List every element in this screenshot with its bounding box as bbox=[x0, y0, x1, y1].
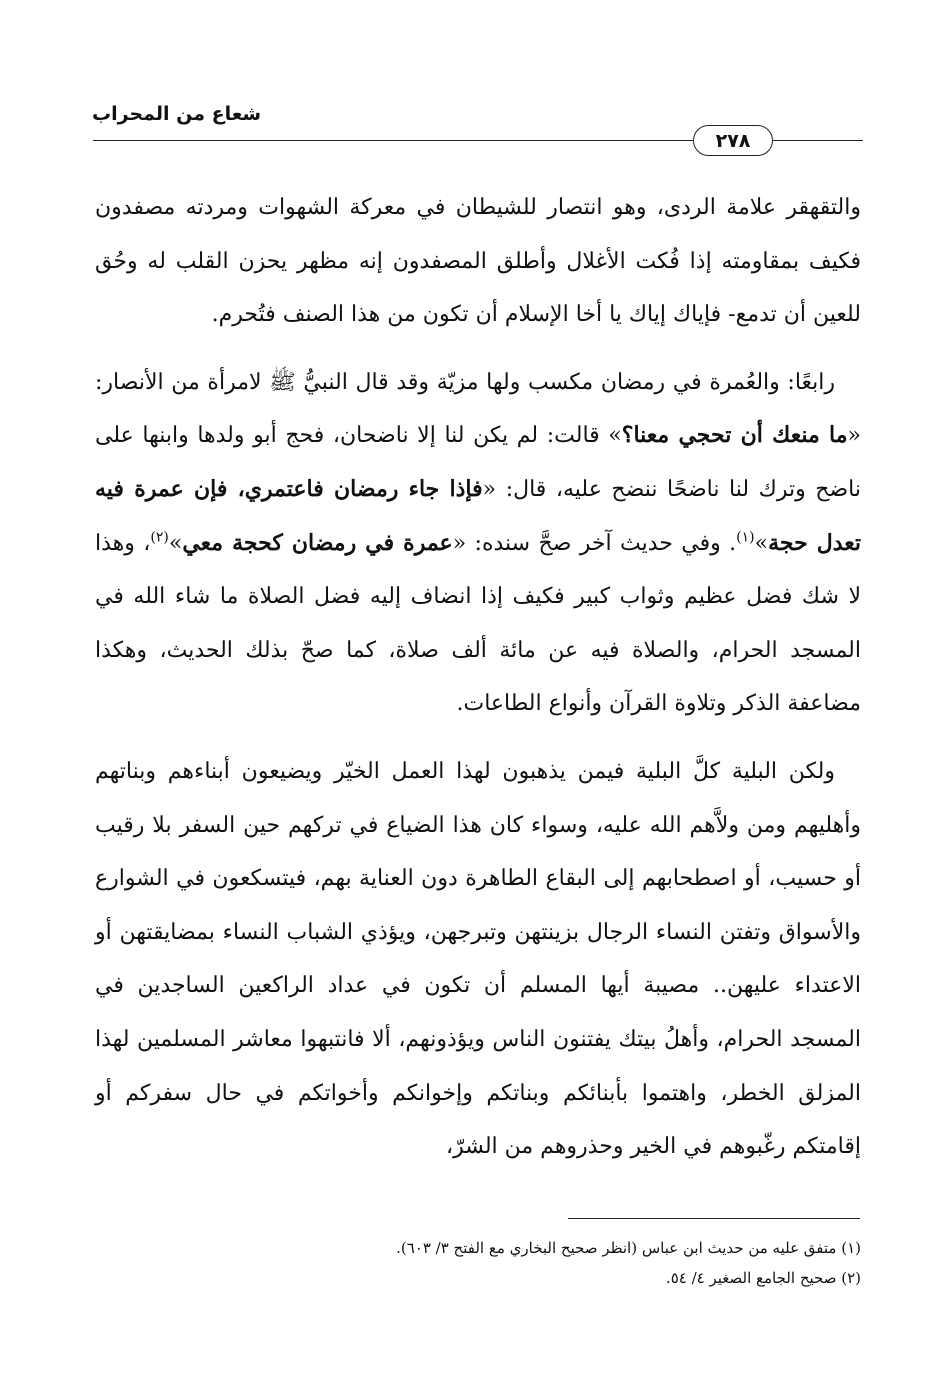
hadith-quote: فإذا جاء رمضان فاعتمري، فإن عمرة فيه تعدل حجة bbox=[95, 475, 861, 556]
text-run: » قالت: لم يكن لنا إلا ناضحان، فحج أبو ولدها وابنها على ناضح وترك لنا ناضحًا ننضح عليه، قال: « bbox=[95, 423, 861, 502]
body-text bbox=[95, 181, 861, 1174]
hadith-quote: ما منعك أن تحجي معنا؟ bbox=[621, 422, 848, 449]
text-run: رابعًا: والعُمرة في رمضان مكسب ولها مزيّة وقد قال النبيُّ ﷺ لامرأة من الأنصار: « bbox=[95, 369, 861, 449]
text-run: » bbox=[754, 530, 769, 556]
footnote-rule bbox=[568, 1218, 860, 1219]
text-run: » bbox=[168, 530, 183, 556]
footnote-1: (١) متفق عليه من حديث ابن عباس (انظر صحيح البخاري مع الفتح ٣/ ٦٠٣). bbox=[396, 1239, 861, 1257]
footnote-2: (٢) صحيح الجامع الصغير ٤/ ٥٤. bbox=[665, 1269, 861, 1287]
running-title: شعاع من المحراب bbox=[92, 103, 262, 125]
hadith-quote: عمرة في رمضان كحجة معي bbox=[182, 529, 453, 556]
footnotes bbox=[95, 1233, 861, 1293]
page-number: ٢٧٨ bbox=[715, 129, 751, 152]
text-run: . وفي حديث آخر صحَّ سنده: « bbox=[452, 530, 737, 556]
paragraph-1 bbox=[95, 181, 861, 342]
page-number-badge bbox=[693, 125, 773, 156]
text-run: ، وهذا لا شك فضل عظيم وثواب كبير فكيف إذا انضاف إليه فضل الصلاة ما شاء الله في المسجد الحرام، والصلاة فيه عن مائة ألف صلاة، كما صحّ بذلك الحديث، وهكذا مضاعفة الذكر وتلاوة القرآن وأنواع الطاعات. bbox=[95, 530, 861, 717]
paragraph-3 bbox=[95, 745, 861, 1174]
paragraph-2 bbox=[95, 356, 861, 731]
footnote-marker: (٢) bbox=[150, 529, 169, 546]
footnote-marker: (١) bbox=[736, 529, 755, 546]
text-run: والتقهقر علامة الردى، وهو انتصار للشيطان في معركة الشهوات ومردته مصفدون فكيف بمقاومته إذا فُكت الأغلال وأطلق المصفدون إنه مظهر يحزن القلب له وحُق للعين أن تدمع- فإياك إياك يا أخا الإسلام أن تكون من هذا الصنف فتُحرم. bbox=[95, 195, 861, 328]
text-run: ولكن البلية كلَّ البلية فيمن يذهبون لهذا العمل الخيّر ويضيعون أبناءهم وبناتهم وأهليهم ومن ولاَّهم الله عليه، وسواء كان هذا الضياع في تركهم حين السفر بلا رقيب أو حسيب، أو اصطحابهم إلى البقاع الطاهرة دون العناية بهم، فيتسكعون في الشوارع والأسواق وتفتن النساء الرجال بزينتهن وتبرجهن، ويؤذي الشباب النساء بمضايقتهن أو الاعتداء عليهن.. مصيبة أيها المسلم أن تكون في عداد الراكعين الساجدين في المسجد الحرام، وأهلُ بيتك يفتنون الناس ويؤذونهم، ألا فانتبهوا معاشر المسلمين لهذا المزلق الخطر، واهتموا بأبنائكم وبناتكم وإخوانكم وأخواتكم في حال سفركم أو إقامتكم رغّبوهم في الخير وحذروهم من الشرّ، bbox=[95, 758, 861, 1160]
